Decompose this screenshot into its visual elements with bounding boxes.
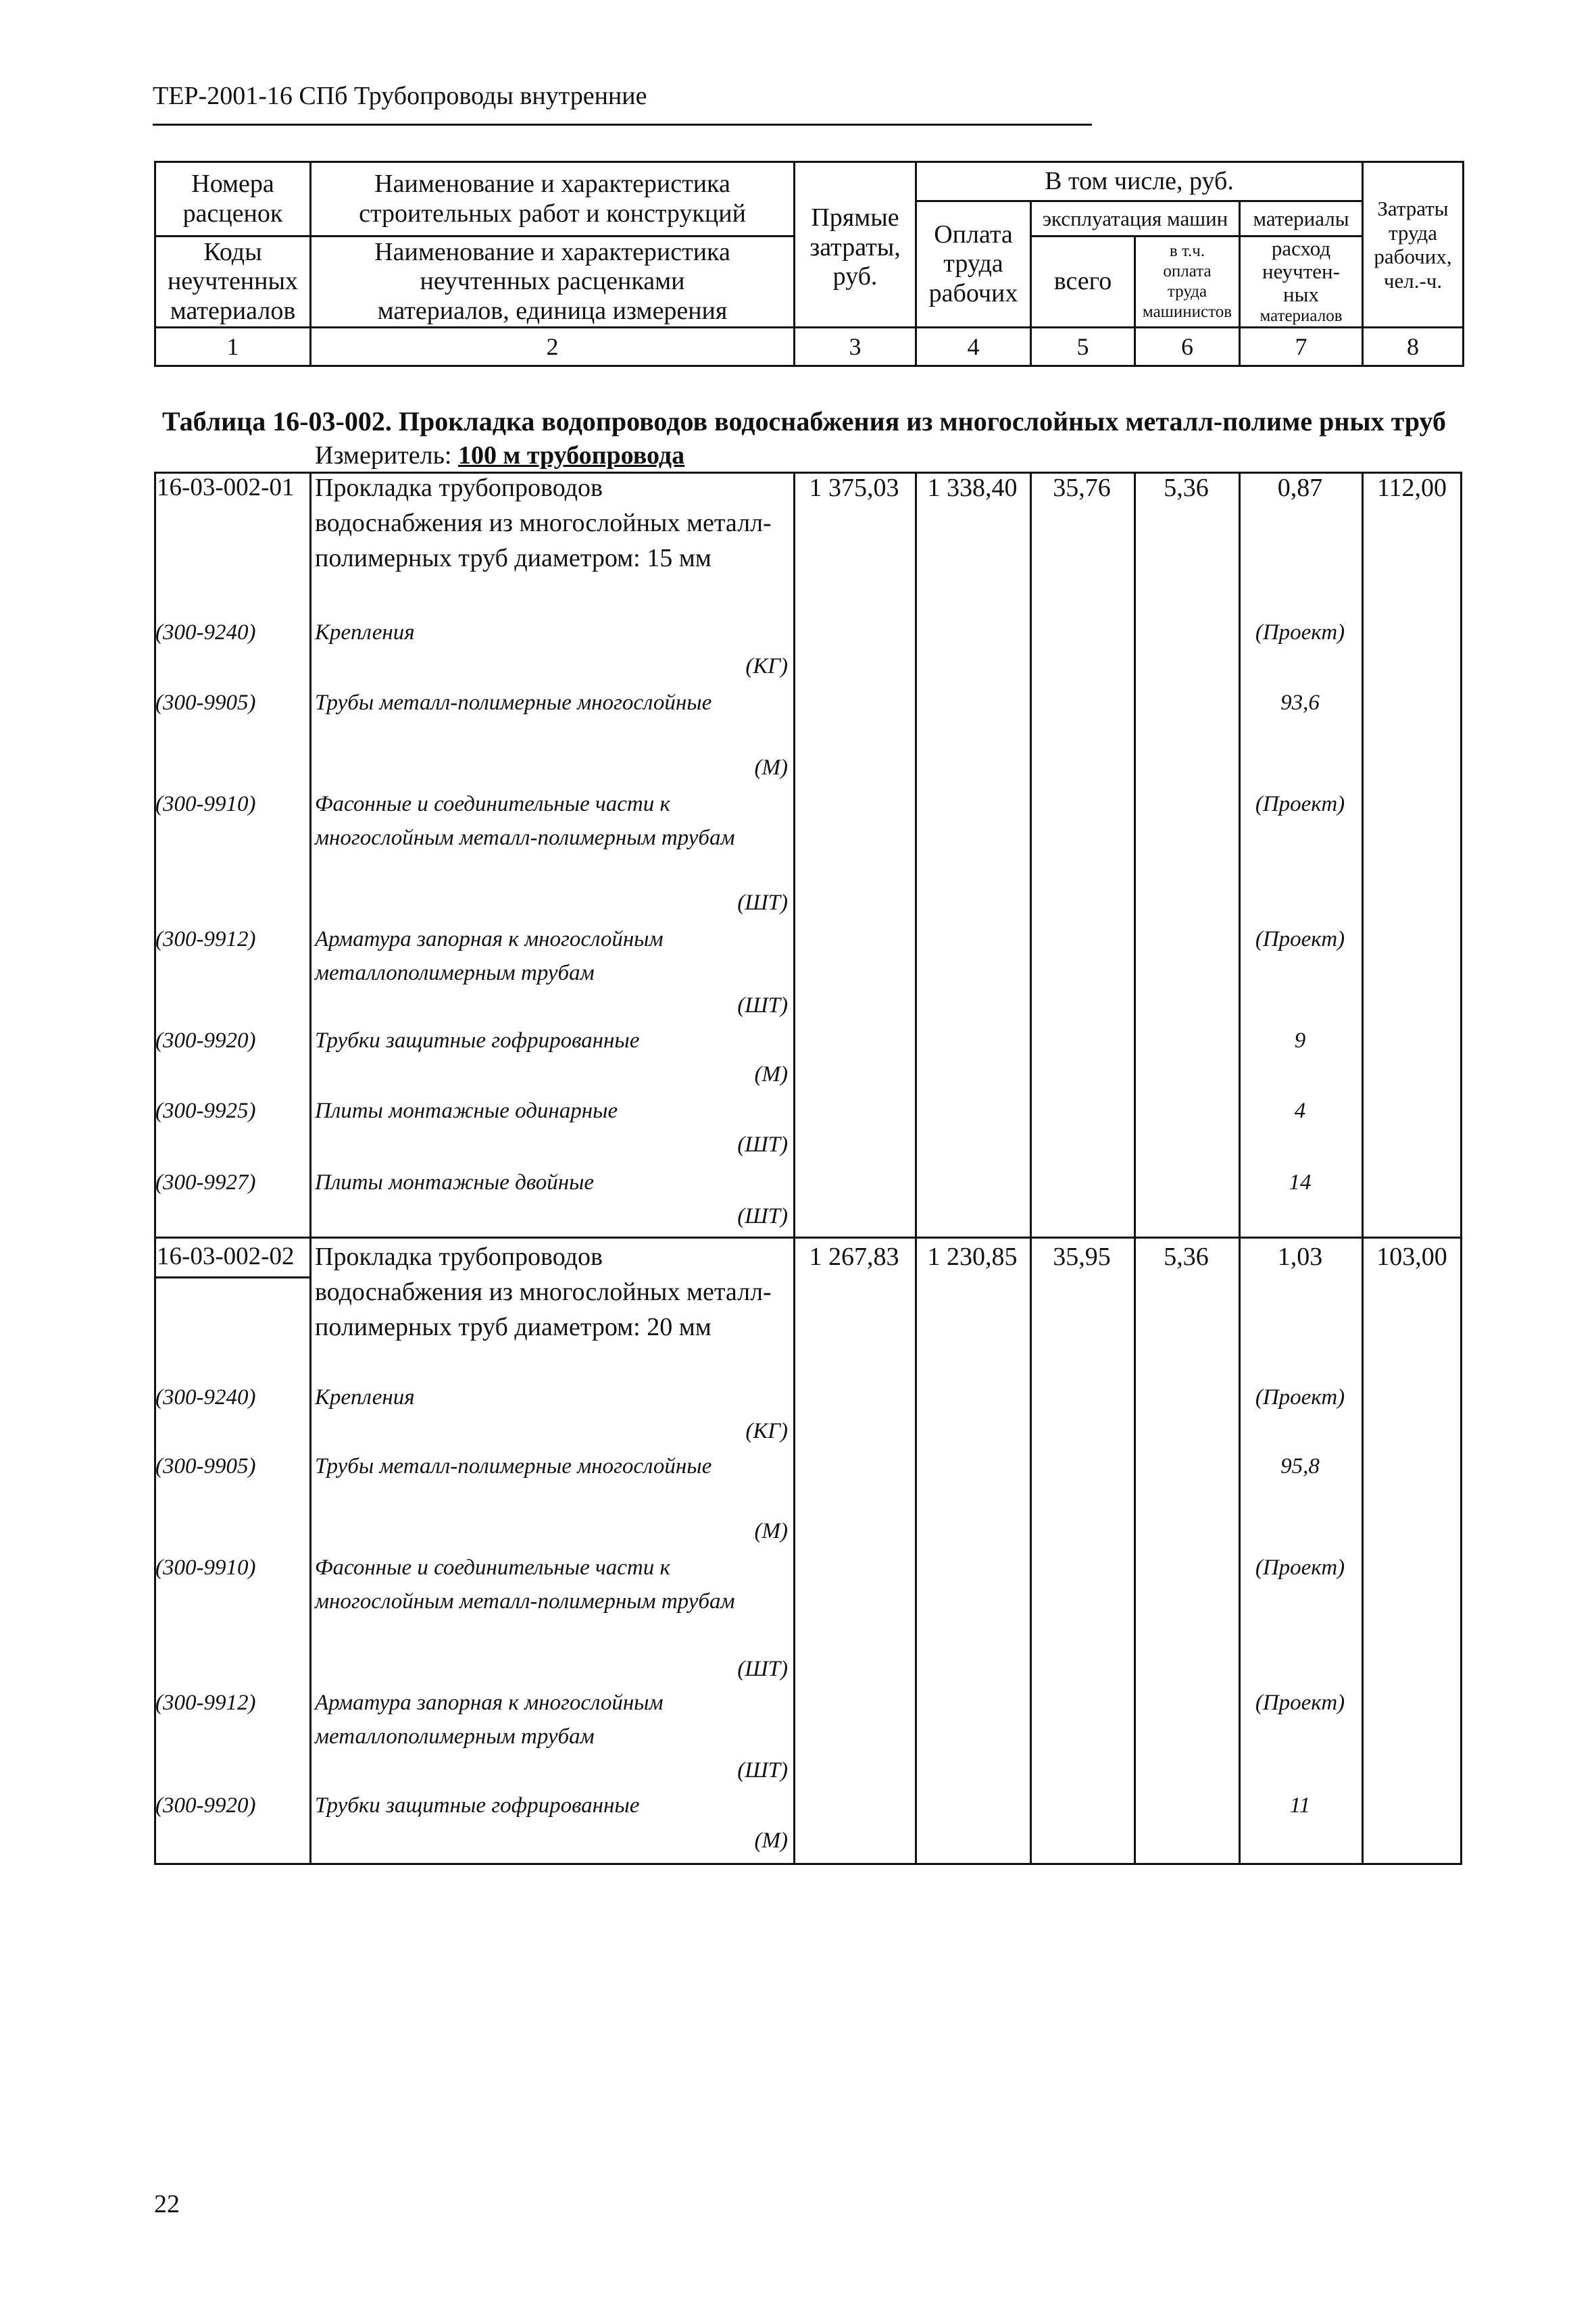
item-2-labor: 1 230,85 [927, 1243, 1018, 1271]
item-2-materials: 1,03 [1277, 1243, 1323, 1271]
item-1-machines-total: 35,76 [1053, 474, 1111, 502]
col-number-1: 1 [155, 328, 311, 366]
material-unit: (М) [754, 1828, 788, 1853]
material-name-line-2: многослойным металл-полимерным трубам [315, 826, 735, 850]
item-1-labor: 1 338,40 [927, 474, 1018, 502]
col6-header: в т.ч. оплата труда машинистов [1135, 237, 1240, 328]
col-number-8: 8 [1363, 328, 1464, 366]
material-unit: (ШТ) [737, 1657, 788, 1681]
material-code: (300-9912) [155, 1691, 256, 1715]
col-number-2: 2 [311, 328, 795, 366]
machines-header: эксплуатация машин [1031, 201, 1240, 237]
material-qty: 93,6 [1280, 691, 1320, 715]
page-number: 22 [154, 2190, 180, 2218]
item-2-machines-total: 35,95 [1053, 1243, 1111, 1271]
item-2-code: 16-03-002-02 [157, 1243, 295, 1270]
item-1-materials: 0,87 [1277, 474, 1323, 502]
material-name-line-1: Фасонные и соединительные части к [315, 1555, 670, 1580]
meter-value: 100 м трубопровода [458, 441, 685, 470]
material-unit: (ШТ) [737, 891, 788, 915]
material-unit: (М) [754, 755, 788, 780]
material-name-line-1: Арматура запорная к многослойным [315, 1691, 664, 1715]
header-rule [153, 124, 1092, 126]
item-1-name-line-2: водоснабжения из многослойных металл- [315, 509, 772, 537]
col3-header: Прямые затраты, руб. [795, 162, 916, 328]
meter-line [315, 441, 684, 470]
item-2-name-line-1: Прокладка трубопроводов [315, 1243, 603, 1271]
col-rule-3 [915, 472, 917, 1865]
material-name: Трубы металл-полимерные многослойные [315, 1454, 712, 1478]
item-1-name-line-1: Прокладка трубопроводов [315, 474, 603, 502]
item-2-direct: 1 267,83 [809, 1243, 899, 1271]
col-rule-5 [1134, 472, 1136, 1865]
material-code: (300-9920) [155, 1028, 256, 1053]
material-qty: (Проект) [1255, 792, 1345, 816]
material-qty: (Проект) [1255, 927, 1345, 951]
material-qty: (Проект) [1255, 1385, 1345, 1410]
material-qty: 4 [1294, 1099, 1306, 1123]
col1-top-header: Номера расценок [155, 162, 311, 237]
item-2-machinists: 5,36 [1164, 1243, 1209, 1271]
table-title: Таблица 16-03-002. Прокладка водопроводов водоснабжения из многослойных металл-полиме рных труб [162, 406, 1446, 437]
material-code: (300-9925) [155, 1099, 256, 1123]
material-name: Плиты монтажные двойные [315, 1170, 595, 1195]
material-code: (300-9240) [155, 1385, 256, 1410]
material-name-line-1: Фасонные и соединительные части к [315, 792, 670, 816]
material-qty: 95,8 [1280, 1454, 1320, 1478]
material-unit: (ШТ) [737, 1204, 788, 1228]
material-name: Трубки защитные гофрированные [315, 1028, 640, 1053]
material-qty: 11 [1289, 1793, 1311, 1818]
material-code: (300-9912) [155, 927, 256, 951]
col-number-5: 5 [1031, 328, 1135, 366]
material-unit: (М) [754, 1519, 788, 1543]
material-name-line-2: металлополимерным трубам [315, 1724, 595, 1749]
material-qty: 9 [1294, 1028, 1306, 1053]
item-2-name-line-2: водоснабжения из многослойных металл- [315, 1278, 772, 1306]
col-number-3: 3 [795, 328, 916, 366]
material-qty: 14 [1289, 1170, 1312, 1195]
material-name-line-2: многослойным металл-полимерным трубам [315, 1589, 735, 1614]
item-2-name-line-3: полимерных труб диаметром: 20 мм [315, 1313, 712, 1341]
material-unit: (ШТ) [737, 1758, 788, 1783]
item-1-hours: 112,00 [1376, 474, 1447, 502]
col1-bottom-header: Коды неучтенных материалов [155, 237, 311, 328]
materials-header: материалы [1240, 201, 1363, 237]
col7-header: расход неучтен- ных материалов [1240, 237, 1363, 328]
material-name-line-2: металлополимерным трубам [315, 961, 595, 985]
material-code: (300-9927) [155, 1170, 256, 1195]
col-rule-7 [1362, 472, 1364, 1865]
material-unit: (М) [754, 1062, 788, 1087]
material-code: (300-9920) [155, 1793, 256, 1818]
col-number-7: 7 [1240, 328, 1363, 366]
material-qty: (Проект) [1255, 1691, 1345, 1715]
item-1-name-line-3: полимерных труб диаметром: 15 мм [315, 544, 712, 572]
item-1-direct: 1 375,03 [809, 474, 899, 502]
col8-header: Затраты труда рабочих, чел.-ч. [1363, 162, 1464, 328]
material-unit: (ШТ) [737, 993, 788, 1018]
material-code: (300-9905) [155, 691, 256, 715]
material-name: Плиты монтажные одинарные [315, 1099, 618, 1123]
col4-header: Оплата труда рабочих [916, 201, 1031, 328]
material-name: Трубы металл-полимерные многослойные [315, 691, 712, 715]
item-1-code: 16-03-002-01 [157, 474, 295, 501]
col-number-4: 4 [916, 328, 1031, 366]
material-qty: (Проект) [1255, 1555, 1345, 1580]
material-name: Трубки защитные гофрированные [315, 1793, 640, 1818]
col-number-6: 6 [1135, 328, 1240, 366]
item-1-machinists: 5,36 [1164, 474, 1209, 502]
material-qty: (Проект) [1255, 620, 1345, 645]
material-code: (300-9910) [155, 1555, 256, 1580]
column-header-table [154, 161, 1464, 367]
material-code: (300-9240) [155, 620, 256, 645]
group-header: В том числе, руб. [916, 162, 1363, 201]
col-rule-4 [1030, 472, 1032, 1865]
meter-label: Измеритель: [315, 441, 452, 470]
material-name: Крепления [315, 620, 415, 645]
material-name-line-1: Арматура запорная к многослойным [315, 927, 664, 951]
item-separator [154, 1237, 1462, 1239]
material-unit: (КГ) [745, 654, 788, 678]
col5-header: всего [1031, 237, 1135, 328]
material-unit: (КГ) [745, 1419, 788, 1443]
col-rule-2 [793, 472, 795, 1865]
col-rule-1 [309, 472, 311, 1865]
material-code: (300-9905) [155, 1454, 256, 1478]
col2-top-header: Наименование и характеристика строительных работ и конструкций [311, 162, 795, 237]
item-2-hours: 103,00 [1376, 1243, 1447, 1271]
col2-bottom-header: Наименование и характеристика неучтенных расценками материалов, единица измерения [311, 237, 795, 328]
document-header: ТЕР-2001-16 СПб Трубопроводы внутренние [153, 82, 647, 110]
material-code: (300-9910) [155, 792, 256, 816]
material-unit: (ШТ) [737, 1132, 788, 1157]
material-name: Крепления [315, 1385, 415, 1410]
